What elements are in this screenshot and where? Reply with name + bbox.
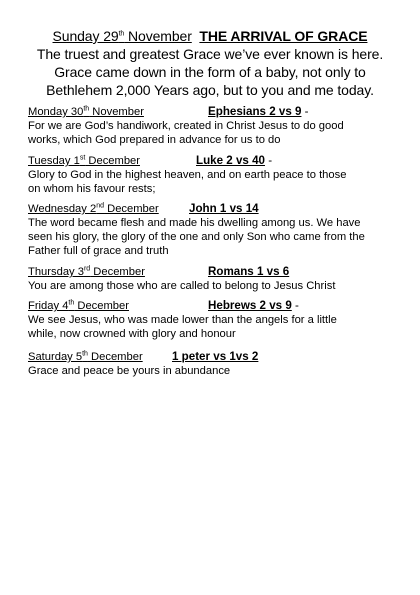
- entry-date-day: Saturday 5: [28, 351, 83, 363]
- entry-date-month: December: [90, 266, 145, 278]
- entry-verse-text: Grace and peace be yours in abundance: [28, 365, 231, 377]
- header-title-line: [20, 27, 400, 45]
- entry-reference: [189, 202, 259, 216]
- scripture-reference: Romans 1 vs 6: [208, 265, 290, 278]
- entry-reference: [172, 350, 258, 364]
- entry-date-month: November: [89, 106, 144, 118]
- entry-date: [28, 202, 159, 216]
- entry-date: [28, 299, 129, 313]
- scripture-reference: Luke 2 vs 40: [196, 154, 265, 167]
- day-entry-tuesday: [28, 154, 398, 196]
- entry-date-ordinal: st: [79, 154, 86, 162]
- entry-heading: [28, 299, 398, 313]
- entry-date-month: December: [87, 351, 143, 363]
- entry-date-month: December: [104, 203, 159, 215]
- day-entry-saturday: [28, 350, 398, 378]
- header-date-day: Sunday 29: [52, 28, 119, 44]
- day-entry-monday: [28, 105, 398, 147]
- entry-date-ordinal: nd: [96, 202, 105, 210]
- entry-heading: [28, 350, 398, 364]
- entry-date-ordinal: rd: [83, 265, 91, 273]
- header-intro-line-3: Bethlehem 2,000 Years ago, but to you and me today.: [46, 82, 374, 98]
- entry-date: [28, 154, 140, 168]
- reference-suffix: -: [301, 105, 309, 118]
- header-date-month: November: [124, 28, 192, 44]
- header-title: THE ARRIVAL OF GRACE: [199, 28, 368, 44]
- scripture-reference: Hebrews 2 vs 9: [208, 299, 292, 312]
- entry-heading: [28, 154, 398, 168]
- scripture-reference: Ephesians 2 vs 9: [208, 105, 302, 118]
- day-entry-wednesday: [28, 202, 398, 258]
- entry-date-ordinal: th: [68, 299, 75, 307]
- entry-reference: [208, 105, 309, 119]
- entry-date: [28, 350, 143, 364]
- entry-date-ordinal: th: [83, 105, 90, 113]
- reference-suffix: -: [264, 154, 273, 167]
- entry-verse-text: You are among those who are called to belong to Jesus Christ: [28, 280, 336, 292]
- day-entry-thursday: [28, 265, 398, 293]
- header-intro-line-2: Grace came down in the form of a baby, not only to: [54, 64, 366, 80]
- page-header: [20, 27, 400, 99]
- entry-heading: [28, 105, 398, 119]
- header-date-ordinal: th: [118, 30, 125, 38]
- header-intro-line-1: The truest and greatest Grace we’ve ever known is here.: [36, 46, 384, 62]
- entry-date-month: December: [85, 155, 140, 167]
- header-date: [53, 28, 192, 44]
- entry-verse-text: For we are God’s handiwork, created in Christ Jesus to do good works, which God prepared in advance for us to do: [28, 120, 344, 146]
- entry-date-day: Tuesday 1: [28, 155, 80, 167]
- entry-reference: [208, 265, 289, 279]
- entry-verse-text: Glory to God in the highest heaven, and on earth peace to those on whom his favour rests;: [28, 169, 347, 195]
- entry-date-ordinal: th: [82, 350, 88, 358]
- entry-date-day: Monday 30: [28, 106, 84, 118]
- entry-heading: [28, 265, 398, 279]
- scripture-reference: 1 peter vs 1vs 2: [172, 350, 259, 363]
- entry-verse-text: We see Jesus, who was made lower than the angels for a little while, now crowned with glory and honour: [28, 314, 337, 340]
- entry-reference: [208, 299, 299, 313]
- day-entry-friday: [28, 299, 398, 341]
- entry-heading: [28, 202, 398, 216]
- entry-date: [28, 265, 145, 279]
- entry-date: [28, 105, 144, 119]
- entry-reference: [196, 154, 272, 168]
- entry-verse-text: The word became flesh and made his dwelling among us. We have seen his glory, the glory of the one and only Son who came from the Father full of grace and truth: [28, 217, 365, 257]
- entry-date-day: Wednesday 2: [28, 203, 97, 215]
- entry-date-month: December: [74, 300, 129, 312]
- entry-date-day: Friday 4: [28, 300, 69, 312]
- reference-suffix: -: [291, 299, 299, 312]
- scripture-reference: John 1 vs 14: [189, 202, 259, 215]
- entry-date-day: Thursday 3: [28, 266, 84, 278]
